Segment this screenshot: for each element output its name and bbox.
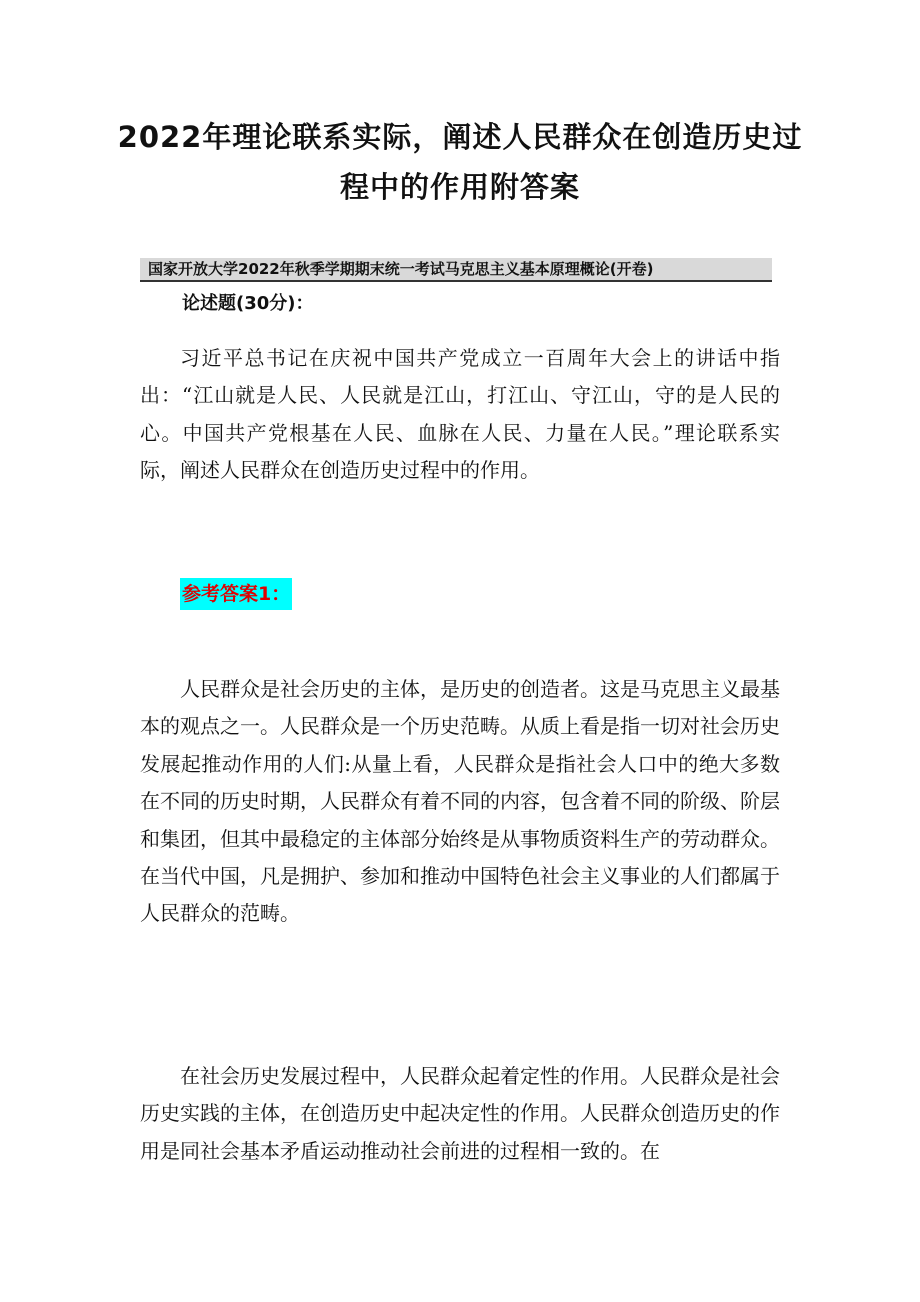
section-label: 论述题(30分)： — [182, 293, 314, 314]
document-title: 2022年理论联系实际，阐述人民群众在创造历史过程中的作用附答案 — [117, 120, 803, 204]
document-subtitle: 国家开放大学2022年秋季学期期末统一考试马克思主义基本原理概论(开卷) — [148, 260, 654, 278]
answer-paragraph-2: 在社会历史发展过程中，人民群众起着定性的作用。人民群众是社会历史实践的主体，在创造历史中起决定性的作用。人民群众创造历史的作用是同社会基本矛盾运动推动社会前进的过程相一致的。在 — [140, 1064, 780, 1163]
answer-label: 参考答案1： — [180, 578, 292, 610]
answer-paragraph-1: 人民群众是社会历史的主体，是历史的创造者。这是马克思主义最基本的观点之一。人民群众是一个历史范畴。从质上看是指一切对社会历史发展起推动作用的人们:从量上看，人民群众是指社会人口中的绝大多数在不同的历史时期，人民群众有着不同的内容，包含着不同的阶级、阶层和集团，但其中最稳定的主体部分始终是从事物质资料生产的劳动群众。在当代中国，凡是拥护、参加和推动中国特色社会主义事业的人们都属于人民群众的范畴。 — [140, 677, 780, 926]
question-paragraph: 习近平总书记在庆祝中国共产党成立一百周年大会上的讲话中指出：“江山就是人民、人民就是江山，打江山、守江山，守的是人民的心。中国共产党根基在人民、血脉在人民、力量在人民。”理论联系实际，阐述人民群众在创造历史过程中的作用。 — [140, 346, 780, 483]
